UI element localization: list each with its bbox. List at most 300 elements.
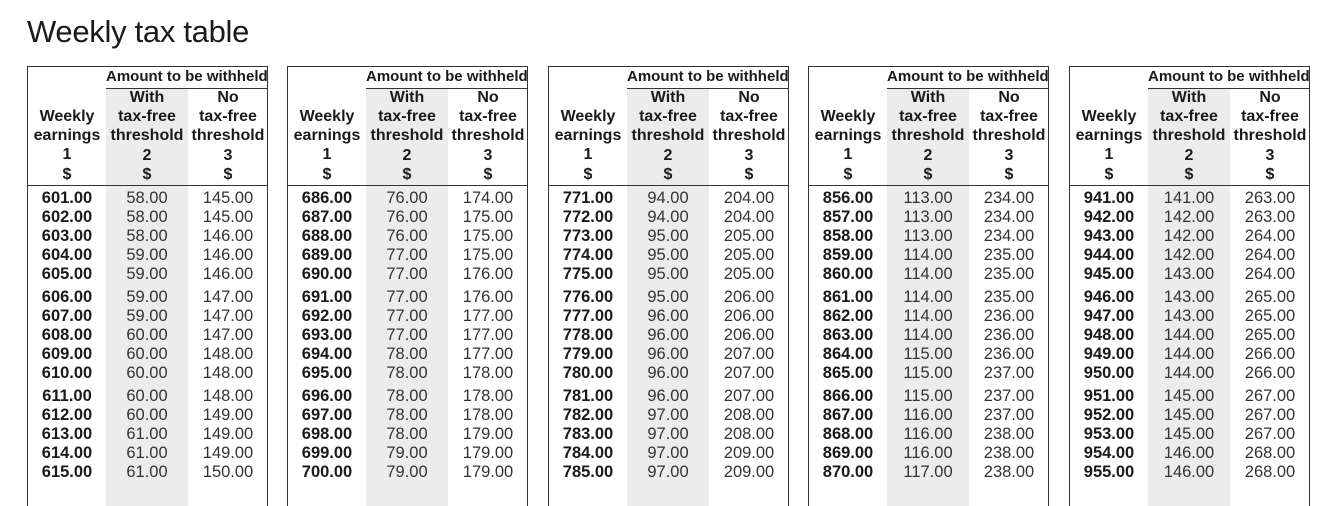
- with-threshold-amount: 95.00: [647, 288, 689, 306]
- amount-withheld-header: Amount to be withheld: [627, 67, 788, 89]
- weekly-earnings: 610.00: [41, 364, 93, 382]
- no-threshold-amount: 209.00: [723, 444, 775, 462]
- weekly-earnings: 771.00: [562, 189, 614, 207]
- with-threshold-amount: 117.00: [903, 463, 953, 481]
- weekly-earnings: 783.00: [562, 425, 614, 443]
- no-threshold-amount: 178.00: [462, 364, 514, 382]
- table-row: [549, 406, 788, 425]
- page-title: Weekly tax table: [27, 14, 250, 49]
- no-threshold-amount: 266.00: [1244, 364, 1296, 382]
- no-threshold-amount: 264.00: [1244, 227, 1296, 245]
- weekly-earnings: 867.00: [822, 406, 874, 424]
- no-threshold-amount: 235.00: [983, 246, 1035, 264]
- with-threshold-amount: 145.00: [1163, 406, 1215, 424]
- no-threshold-amount: 149.00: [202, 425, 254, 443]
- col2-header-line: With: [129, 89, 165, 106]
- with-threshold-amount: 145.00: [1163, 387, 1215, 405]
- with-threshold-amount: 96.00: [647, 387, 689, 405]
- col2-header-line: tax-free: [899, 108, 957, 126]
- table-row: [809, 387, 1048, 406]
- no-threshold-amount: 238.00: [983, 444, 1035, 462]
- no-threshold-amount: 207.00: [723, 345, 775, 363]
- weekly-earnings: 688.00: [301, 227, 353, 245]
- with-threshold-amount: 114.00: [903, 307, 953, 325]
- weekly-earnings: 865.00: [822, 364, 874, 382]
- with-threshold-amount: 60.00: [126, 345, 168, 363]
- no-threshold-amount: 264.00: [1244, 246, 1296, 264]
- with-threshold-amount: 114.00: [903, 265, 953, 283]
- table-row: [28, 387, 267, 406]
- with-threshold-amount: 58.00: [126, 208, 168, 226]
- col3-header-line: tax-free: [1241, 108, 1299, 126]
- weekly-earnings: 687.00: [301, 208, 353, 226]
- col2-header: [887, 88, 969, 184]
- no-threshold-amount: 178.00: [462, 406, 514, 424]
- col1-header: [809, 107, 887, 184]
- col3-header-line: tax-free: [199, 108, 257, 126]
- col3-header-line: $: [483, 165, 493, 183]
- with-threshold-amount: 96.00: [647, 364, 689, 382]
- no-threshold-amount: 263.00: [1244, 189, 1296, 207]
- col2-header-line: threshold: [110, 127, 184, 145]
- header-divider: [1070, 185, 1309, 186]
- weekly-earnings: 945.00: [1083, 265, 1135, 283]
- col1-header-line: $: [322, 165, 332, 183]
- col3-header-line: threshold: [451, 127, 525, 145]
- table-row: [809, 189, 1048, 208]
- col1-header: [288, 107, 366, 184]
- col3-header-line: No: [477, 89, 499, 106]
- col3-header-line: 3: [223, 146, 233, 164]
- no-threshold-amount: 238.00: [983, 463, 1035, 481]
- weekly-earnings: 863.00: [822, 326, 874, 344]
- no-threshold-amount: 206.00: [723, 326, 775, 344]
- with-threshold-amount: 97.00: [647, 463, 689, 481]
- weekly-earnings: 776.00: [562, 288, 614, 306]
- no-threshold-amount: 209.00: [723, 463, 775, 481]
- with-threshold-amount: 79.00: [386, 444, 428, 462]
- weekly-earnings: 609.00: [41, 345, 93, 363]
- weekly-earnings: 601.00: [41, 189, 93, 207]
- with-threshold-amount: 145.00: [1163, 425, 1215, 443]
- table-row: [549, 227, 788, 246]
- no-threshold-amount: 177.00: [462, 326, 514, 344]
- weekly-earnings: 856.00: [822, 189, 874, 207]
- with-threshold-amount: 58.00: [126, 227, 168, 245]
- table-row: [288, 227, 527, 246]
- col2-header-line: 2: [923, 146, 933, 164]
- table-row: [1070, 345, 1309, 364]
- col1-header-line: Weekly: [39, 108, 95, 125]
- weekly-earnings: 689.00: [301, 246, 353, 264]
- table-row: [809, 425, 1048, 444]
- no-threshold-amount: 175.00: [462, 208, 514, 226]
- with-threshold-amount: 76.00: [386, 189, 428, 207]
- table-row: [288, 345, 527, 364]
- with-threshold-amount: 116.00: [903, 406, 953, 424]
- header-divider: [809, 185, 1048, 186]
- with-threshold-amount: 78.00: [386, 406, 428, 424]
- no-threshold-amount: 146.00: [202, 227, 254, 245]
- col3-header: [188, 88, 268, 184]
- with-threshold-amount: 143.00: [1163, 288, 1215, 306]
- col3-header: [969, 88, 1049, 184]
- weekly-earnings: 946.00: [1083, 288, 1135, 306]
- table-row: [28, 463, 267, 482]
- weekly-earnings: 862.00: [822, 307, 874, 325]
- no-threshold-amount: 237.00: [983, 406, 1035, 424]
- no-threshold-amount: 206.00: [723, 307, 775, 325]
- table-row: [809, 463, 1048, 482]
- weekly-earnings: 615.00: [41, 463, 93, 481]
- col1-header-line: 1: [843, 146, 853, 164]
- no-threshold-amount: 268.00: [1244, 463, 1296, 481]
- no-threshold-amount: 266.00: [1244, 345, 1296, 363]
- weekly-earnings: 693.00: [301, 326, 353, 344]
- no-threshold-amount: 265.00: [1244, 307, 1296, 325]
- table-block: [548, 66, 789, 506]
- no-threshold-amount: 267.00: [1244, 425, 1296, 443]
- weekly-earnings: 954.00: [1083, 444, 1135, 462]
- weekly-earnings: 772.00: [562, 208, 614, 226]
- with-threshold-amount: 77.00: [386, 246, 428, 264]
- weekly-earnings: 950.00: [1083, 364, 1135, 382]
- weekly-earnings: 773.00: [562, 227, 614, 245]
- col1-header-line: earnings: [814, 127, 882, 145]
- table-row: [1070, 288, 1309, 307]
- no-threshold-amount: 146.00: [202, 246, 254, 264]
- col1-header: [549, 107, 627, 184]
- col2-header: [627, 88, 709, 184]
- col1-header-line: 1: [1104, 146, 1114, 164]
- table-row: [549, 425, 788, 444]
- col1-header: [28, 107, 106, 184]
- col2-header-line: With: [910, 89, 946, 106]
- no-threshold-amount: 179.00: [462, 444, 514, 462]
- col1-header-line: Weekly: [560, 108, 616, 125]
- table-row: [288, 425, 527, 444]
- table-row: [549, 364, 788, 383]
- col3-header-line: threshold: [191, 127, 265, 145]
- col1-header-line: earnings: [293, 127, 361, 145]
- amount-withheld-header: Amount to be withheld: [1148, 67, 1309, 89]
- weekly-earnings: 614.00: [41, 444, 93, 462]
- col3-header-line: No: [738, 89, 760, 106]
- table-row: [28, 246, 267, 265]
- no-threshold-amount: 236.00: [983, 345, 1035, 363]
- table-row: [1070, 364, 1309, 383]
- no-threshold-amount: 150.00: [202, 463, 254, 481]
- with-threshold-amount: 95.00: [647, 246, 689, 264]
- table-block: [808, 66, 1049, 506]
- col2-header-line: threshold: [370, 127, 444, 145]
- table-row: [809, 246, 1048, 265]
- col1-header-line: Weekly: [820, 108, 876, 125]
- table-row: [28, 425, 267, 444]
- table-row: [549, 326, 788, 345]
- with-threshold-amount: 60.00: [126, 326, 168, 344]
- weekly-earnings: 602.00: [41, 208, 93, 226]
- header-divider: [288, 185, 527, 186]
- with-threshold-amount: 61.00: [126, 425, 168, 443]
- col2-header-line: $: [142, 165, 152, 183]
- weekly-earnings: 955.00: [1083, 463, 1135, 481]
- table-row: [288, 265, 527, 284]
- table-row: [288, 208, 527, 227]
- no-threshold-amount: 208.00: [723, 425, 775, 443]
- col3-header: [709, 88, 789, 184]
- weekly-earnings: 604.00: [41, 246, 93, 264]
- with-threshold-amount: 115.00: [903, 364, 953, 382]
- table-row: [28, 288, 267, 307]
- table-row: [28, 326, 267, 345]
- table-row: [28, 364, 267, 383]
- table-row: [288, 444, 527, 463]
- no-threshold-amount: 207.00: [723, 364, 775, 382]
- col1-header: [1070, 107, 1148, 184]
- with-threshold-amount: 79.00: [386, 463, 428, 481]
- weekly-earnings: 861.00: [822, 288, 874, 306]
- with-threshold-amount: 59.00: [126, 246, 168, 264]
- with-threshold-amount: 59.00: [126, 307, 168, 325]
- with-threshold-amount: 142.00: [1163, 246, 1215, 264]
- with-threshold-amount: 144.00: [1163, 326, 1215, 344]
- table-row: [549, 345, 788, 364]
- weekly-earnings: 780.00: [562, 364, 614, 382]
- with-threshold-amount: 95.00: [647, 265, 689, 283]
- col1-header-line: Weekly: [299, 108, 355, 125]
- table-row: [1070, 444, 1309, 463]
- weekly-earnings: 784.00: [562, 444, 614, 462]
- no-threshold-amount: 207.00: [723, 387, 775, 405]
- with-threshold-amount: 61.00: [126, 444, 168, 462]
- weekly-earnings: 864.00: [822, 345, 874, 363]
- table-row: [549, 246, 788, 265]
- with-threshold-amount: 115.00: [903, 387, 953, 405]
- weekly-earnings: 611.00: [42, 387, 92, 405]
- no-threshold-amount: 149.00: [202, 406, 254, 424]
- weekly-earnings: 951.00: [1083, 387, 1135, 405]
- no-threshold-amount: 208.00: [723, 406, 775, 424]
- no-threshold-amount: 147.00: [202, 326, 254, 344]
- weekly-earnings: 686.00: [301, 189, 353, 207]
- table-row: [1070, 227, 1309, 246]
- col2-header-line: $: [402, 165, 412, 183]
- table-block: [1069, 66, 1310, 506]
- table-row: [809, 345, 1048, 364]
- weekly-earnings: 953.00: [1083, 425, 1135, 443]
- table-row: [549, 444, 788, 463]
- table-row: [28, 227, 267, 246]
- with-threshold-amount: 96.00: [647, 326, 689, 344]
- weekly-earnings: 868.00: [822, 425, 874, 443]
- weekly-earnings: 603.00: [41, 227, 93, 245]
- no-threshold-amount: 205.00: [723, 246, 775, 264]
- no-threshold-amount: 204.00: [723, 208, 775, 226]
- weekly-earnings: 774.00: [562, 246, 614, 264]
- with-threshold-amount: 113.00: [903, 189, 953, 207]
- table-row: [288, 246, 527, 265]
- table-row: [549, 189, 788, 208]
- table-row: [549, 463, 788, 482]
- weekly-earnings: 613.00: [41, 425, 93, 443]
- weekly-earnings: 952.00: [1083, 406, 1135, 424]
- no-threshold-amount: 177.00: [462, 307, 514, 325]
- no-threshold-amount: 234.00: [983, 227, 1035, 245]
- no-threshold-amount: 236.00: [983, 326, 1035, 344]
- with-threshold-amount: 94.00: [647, 189, 689, 207]
- table-row: [1070, 265, 1309, 284]
- table-row: [288, 326, 527, 345]
- col2-header-line: 2: [1184, 146, 1194, 164]
- no-threshold-amount: 145.00: [202, 208, 254, 226]
- no-threshold-amount: 264.00: [1244, 265, 1296, 283]
- col3-header-line: 3: [483, 146, 493, 164]
- col1-header-line: $: [62, 165, 72, 183]
- with-threshold-amount: 78.00: [386, 387, 428, 405]
- with-threshold-amount: 97.00: [647, 406, 689, 424]
- col3-header-line: No: [217, 89, 239, 106]
- weekly-earnings: 948.00: [1083, 326, 1135, 344]
- no-threshold-amount: 205.00: [723, 265, 775, 283]
- table-row: [1070, 246, 1309, 265]
- with-threshold-amount: 78.00: [386, 364, 428, 382]
- no-threshold-amount: 263.00: [1244, 208, 1296, 226]
- weekly-earnings: 696.00: [301, 387, 353, 405]
- weekly-earnings: 942.00: [1083, 208, 1135, 226]
- col3-header-line: No: [1259, 89, 1281, 106]
- with-threshold-amount: 78.00: [386, 345, 428, 363]
- col2-header-line: $: [663, 165, 673, 183]
- table-row: [288, 189, 527, 208]
- table-block: [287, 66, 528, 506]
- table-row: [549, 387, 788, 406]
- with-threshold-amount: 144.00: [1163, 345, 1215, 363]
- weekly-earnings: 606.00: [41, 288, 93, 306]
- table-row: [809, 307, 1048, 326]
- table-row: [809, 227, 1048, 246]
- col2-header-line: With: [1171, 89, 1207, 106]
- col2-header-line: threshold: [891, 127, 965, 145]
- table-row: [809, 208, 1048, 227]
- col1-header-line: earnings: [1075, 127, 1143, 145]
- amount-withheld-header: Amount to be withheld: [106, 67, 267, 89]
- weekly-earnings: 699.00: [301, 444, 353, 462]
- with-threshold-amount: 146.00: [1163, 463, 1215, 481]
- table-row: [809, 364, 1048, 383]
- table-row: [549, 288, 788, 307]
- no-threshold-amount: 177.00: [462, 345, 514, 363]
- weekly-earnings: 949.00: [1083, 345, 1135, 363]
- weekly-earnings: 947.00: [1083, 307, 1135, 325]
- col3-header-line: $: [223, 165, 233, 183]
- no-threshold-amount: 234.00: [983, 208, 1035, 226]
- col3-header-line: threshold: [1233, 127, 1307, 145]
- table-row: [1070, 189, 1309, 208]
- no-threshold-amount: 237.00: [983, 387, 1035, 405]
- with-threshold-amount: 116.00: [903, 425, 953, 443]
- table-block: [27, 66, 268, 506]
- with-threshold-amount: 59.00: [126, 265, 168, 283]
- weekly-earnings: 700.00: [301, 463, 353, 481]
- no-threshold-amount: 146.00: [202, 265, 254, 283]
- amount-withheld-header: Amount to be withheld: [887, 67, 1048, 89]
- table-row: [288, 307, 527, 326]
- col3-header-line: tax-free: [980, 108, 1038, 126]
- table-row: [1070, 425, 1309, 444]
- weekly-earnings: 608.00: [41, 326, 93, 344]
- col2-header: [1148, 88, 1230, 184]
- with-threshold-amount: 113.00: [903, 227, 953, 245]
- col3-header-line: tax-free: [720, 108, 778, 126]
- with-threshold-amount: 114.00: [903, 288, 953, 306]
- weekly-earnings: 870.00: [822, 463, 874, 481]
- table-row: [28, 189, 267, 208]
- table-row: [809, 406, 1048, 425]
- col2-header-line: 2: [663, 146, 673, 164]
- weekly-earnings: 857.00: [822, 208, 874, 226]
- no-threshold-amount: 175.00: [462, 246, 514, 264]
- weekly-earnings: 607.00: [41, 307, 93, 325]
- with-threshold-amount: 96.00: [647, 345, 689, 363]
- weekly-earnings: 777.00: [562, 307, 614, 325]
- no-threshold-amount: 206.00: [723, 288, 775, 306]
- table-row: [1070, 326, 1309, 345]
- weekly-earnings: 781.00: [562, 387, 614, 405]
- no-threshold-amount: 148.00: [202, 387, 254, 405]
- col3-header-line: tax-free: [459, 108, 517, 126]
- weekly-earnings: 690.00: [301, 265, 353, 283]
- with-threshold-amount: 143.00: [1163, 265, 1215, 283]
- col2-header-line: tax-free: [1160, 108, 1218, 126]
- col2-header-line: With: [389, 89, 425, 106]
- col3-header: [448, 88, 528, 184]
- header-divider: [28, 185, 267, 186]
- col2-header-line: threshold: [1152, 127, 1226, 145]
- with-threshold-amount: 77.00: [386, 307, 428, 325]
- no-threshold-amount: 145.00: [202, 189, 254, 207]
- weekly-earnings: 698.00: [301, 425, 353, 443]
- weekly-earnings: 941.00: [1083, 189, 1135, 207]
- amount-withheld-header: Amount to be withheld: [366, 67, 527, 89]
- table-row: [1070, 387, 1309, 406]
- no-threshold-amount: 268.00: [1244, 444, 1296, 462]
- col1-header-line: 1: [322, 146, 332, 164]
- weekly-earnings: 869.00: [822, 444, 874, 462]
- weekly-earnings: 692.00: [301, 307, 353, 325]
- with-threshold-amount: 114.00: [903, 326, 953, 344]
- header-divider: [549, 185, 788, 186]
- table-row: [28, 265, 267, 284]
- col3-header-line: 3: [744, 146, 754, 164]
- col1-header-line: $: [1104, 165, 1114, 183]
- no-threshold-amount: 236.00: [983, 307, 1035, 325]
- no-threshold-amount: 267.00: [1244, 387, 1296, 405]
- with-threshold-amount: 144.00: [1163, 364, 1215, 382]
- table-row: [288, 387, 527, 406]
- with-threshold-amount: 146.00: [1163, 444, 1215, 462]
- no-threshold-amount: 205.00: [723, 227, 775, 245]
- no-threshold-amount: 175.00: [462, 227, 514, 245]
- col1-header-line: Weekly: [1081, 108, 1137, 125]
- col3-header-line: $: [744, 165, 754, 183]
- weekly-earnings: 694.00: [301, 345, 353, 363]
- weekly-earnings: 866.00: [822, 387, 874, 405]
- table-row: [288, 288, 527, 307]
- no-threshold-amount: 147.00: [202, 307, 254, 325]
- col1-header-line: 1: [583, 146, 593, 164]
- with-threshold-amount: 59.00: [126, 288, 168, 306]
